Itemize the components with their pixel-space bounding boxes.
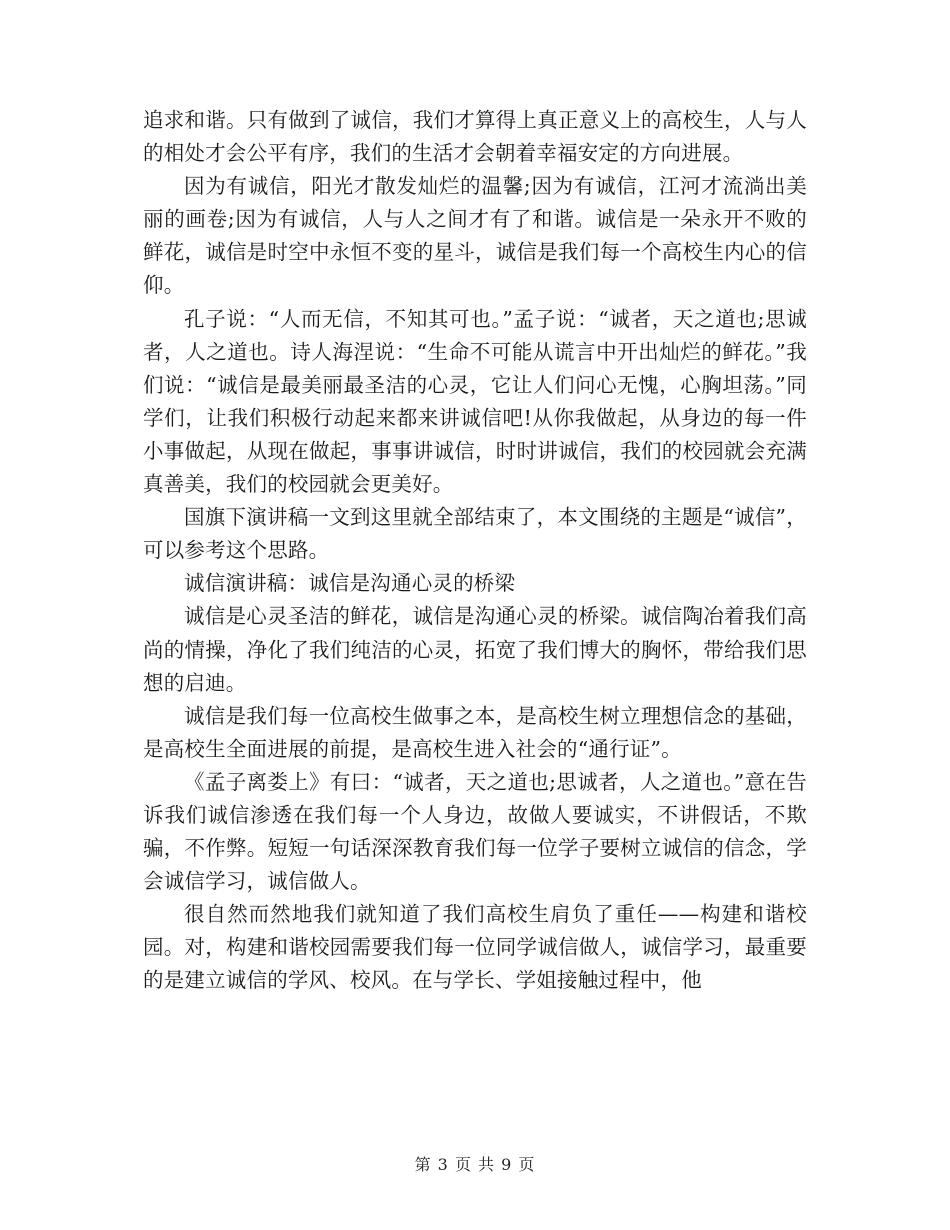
paragraph-6: 诚信是我们每一位高校生做事之本，是高校生树立理想信念的基础，是高校生全面进展的前提，是高校生进入社会的“通行证”。 (143, 703, 807, 761)
paragraph-8: 很自然而然地我们就知道了我们高校生肩负了重任——构建和谐校园。对，构建和谐校园需要我们每一位同学诚信做人，诚信学习，最重要的是建立诚信的学风、校风。在与学长、学姐接触过程中，他 (143, 902, 807, 993)
paragraph-1: 追求和谐。只有做到了诚信，我们才算得上真正意义上的高校生，人与人的相处才会公平有序，我们的生活才会朝着幸福安定的方向进展。 (143, 108, 807, 166)
paragraph-2: 因为有诚信，阳光才散发灿烂的温馨;因为有诚信，江河才流淌出美丽的画卷;因为有诚信，人与人之间才有了和谐。诚信是一朵永开不败的鲜花，诚信是时空中永恒不变的星斗，诚信是我们每一个高校生内心的信仰。 (143, 174, 807, 298)
section-heading: 诚信演讲稿：诚信是沟通心灵的桥梁 (184, 571, 516, 596)
paragraph-7: 《孟子离娄上》有曰：“诚者，天之道也;思诚者，人之道也。”意在告诉我们诚信渗透在我们每一个人身边，故做人要诚实，不讲假话，不欺骗，不作弊。短短一句话深深教育我们每一位学子要树立诚信的信念，学会诚信学习，诚信做人。 (143, 769, 807, 894)
page-number-footer: 第 3 页 共 9 页 (414, 1155, 536, 1174)
paragraph-5: 诚信是心灵圣洁的鲜花，诚信是沟通心灵的桥梁。诚信陶冶着我们高尚的情操，净化了我们纯洁的心灵，拓宽了我们博大的胸怀，带给我们思想的启迪。 (143, 604, 807, 695)
paragraph-4: 国旗下演讲稿一文到这里就全部结束了，本文围绕的主题是“诚信”，可以参考这个思路。 (143, 505, 807, 563)
paragraph-3: 孔子说：“人而无信，不知其可也。”孟子说：“诚者，天之道也;思诚者，人之道也。诗人海涅说：“生命不可能从谎言中开出灿烂的鲜花。”我们说：“诚信是最美丽最圣洁的心灵，它让人们问心无愧，心胸坦荡。”同学们，让我们积极行动起来都来讲诚信吧!从你我做起，从身边的每一件小事做起，从现在做起，事事讲诚信，时时讲诚信，我们的校园就会充满真善美，我们的校园就会更美好。 (143, 306, 807, 497)
document-body (143, 104, 807, 998)
